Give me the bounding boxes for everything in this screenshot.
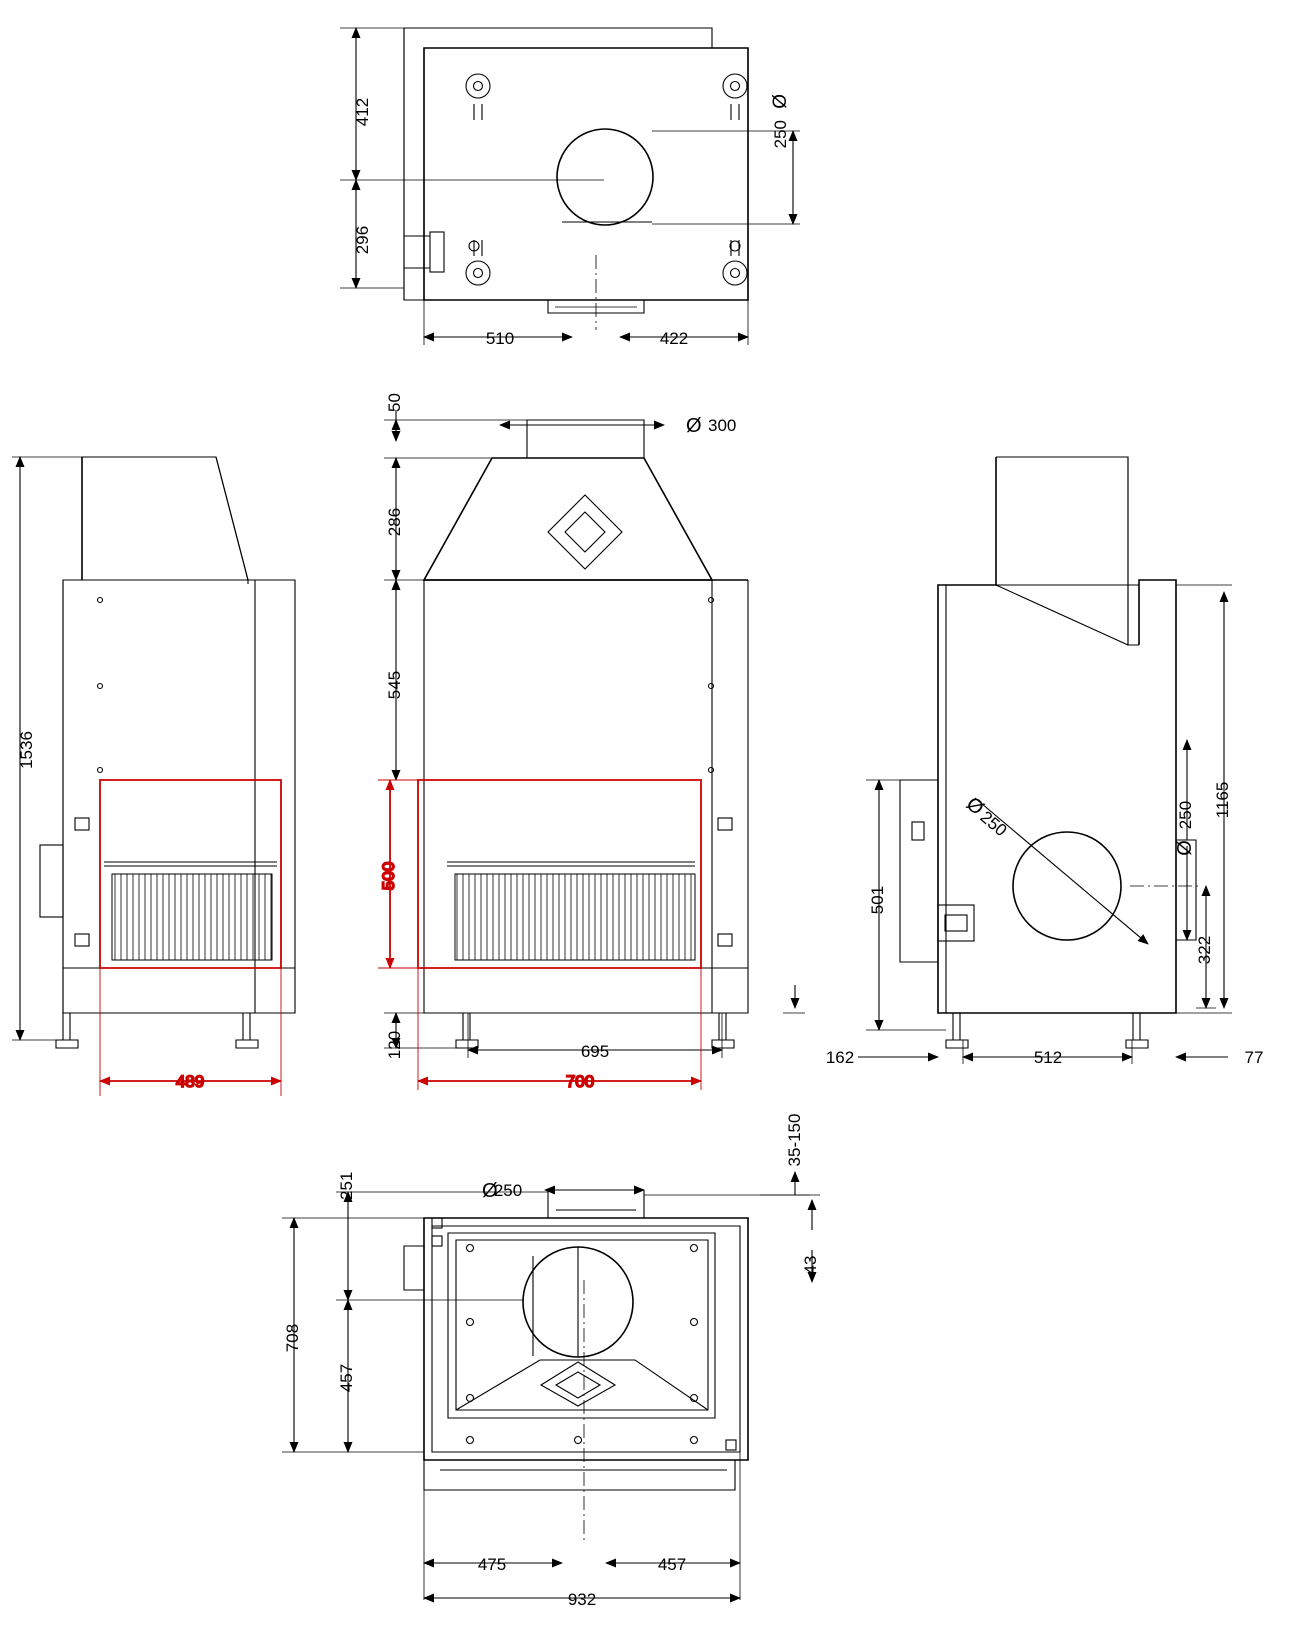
dim-43: 43 <box>801 1255 820 1275</box>
dim-286: 286 <box>385 507 404 537</box>
dim-457-vert: 457 <box>337 1363 356 1393</box>
dim-475: 475 <box>477 1555 507 1574</box>
dim-512: 512 <box>1033 1048 1063 1067</box>
dim-708: 708 <box>283 1323 302 1353</box>
dim-162: 162 <box>825 1048 855 1067</box>
dim-dia-250-bottom: 250 <box>493 1181 523 1200</box>
dim-700: 700 <box>565 1072 595 1091</box>
diameter-symbol-icon-diag: Ø <box>961 792 988 820</box>
diameter-symbol-icon-right: Ø <box>1174 840 1196 856</box>
right-side-view <box>826 457 1264 1067</box>
dim-695: 695 <box>580 1042 610 1061</box>
dim-251: 251 <box>337 1171 356 1200</box>
dim-457-horiz: 457 <box>657 1555 687 1574</box>
dim-501: 501 <box>868 885 887 915</box>
dim-dia-250-right: 250 <box>1176 800 1195 830</box>
dim-322: 322 <box>1195 935 1214 965</box>
top-rear-view <box>340 28 800 348</box>
bottom-plan-view <box>282 1172 820 1609</box>
dim-422: 422 <box>659 329 689 348</box>
dim-1536: 1536 <box>17 731 36 769</box>
dim-dia-250-diagonal: 250 <box>976 807 1011 841</box>
diameter-symbol-icon: Ø <box>770 94 791 109</box>
dim-500: 500 <box>379 861 398 891</box>
dim-120: 120 <box>385 1030 404 1060</box>
dim-510: 510 <box>485 329 515 348</box>
left-side-view <box>12 457 295 1096</box>
dim-545: 545 <box>385 670 404 700</box>
diameter-symbol-icon-bottom: Ø <box>482 1180 498 1202</box>
dim-932: 932 <box>567 1590 597 1609</box>
dim-489: 489 <box>175 1072 205 1091</box>
dim-77: 77 <box>1244 1048 1264 1067</box>
dim-296: 296 <box>353 225 372 255</box>
dim-35-150: 35-150 <box>785 1113 804 1167</box>
dim-412: 412 <box>353 97 372 127</box>
dim-50: 50 <box>385 393 404 412</box>
dim-dia-250-top: 250 <box>771 120 790 149</box>
diameter-symbol-icon-300: Ø <box>686 415 702 437</box>
front-view <box>378 393 810 1195</box>
dim-1165: 1165 <box>1213 781 1232 819</box>
dim-dia-300: 300 <box>708 416 737 435</box>
